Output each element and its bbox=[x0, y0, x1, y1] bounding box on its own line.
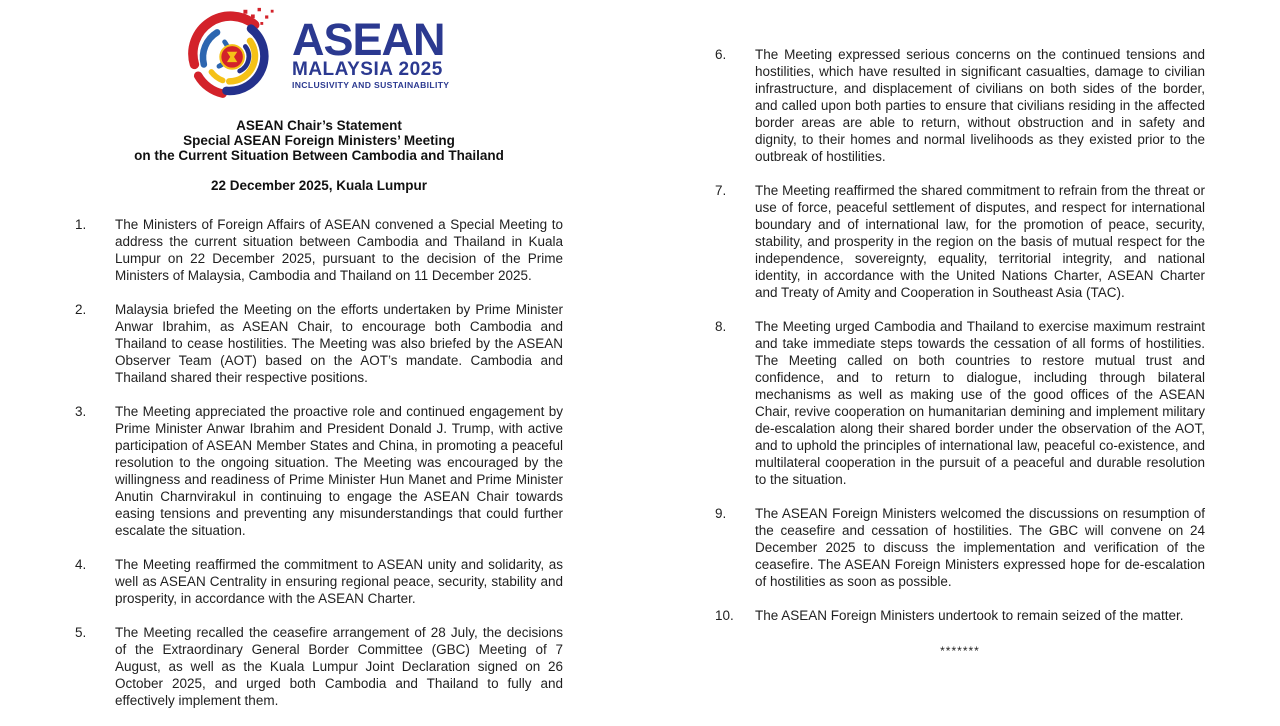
paragraph-text: The Meeting recalled the ceasefire arrangement of 28 July, the decisions of the Extraordinary General Border Committee (GBC) Meeting of 7 August, as well as the Kuala Lumpur Joint Declaration signed on 26 October 2025, and urged both Cambodia and Thailand to fully and effectively implement them. bbox=[115, 625, 563, 708]
paragraph-list-right bbox=[715, 46, 1205, 624]
meeting-subtitle: on the Current Situation Between Cambodia and Thailand bbox=[134, 148, 504, 163]
paragraph-text: The Meeting appreciated the proactive role and continued engagement by Prime Minister Anwar Ibrahim and President Donald J. Trump, with active participation of ASEAN Member States and China, in promoting a peaceful resolution to the ongoing situation. The Meeting was encouraged by the willingness and readiness of Prime Minister Hun Manet and Prime Minister Anutin Charnvirakul in continuing to engage the ASEAN Chair towards easing tensions and preventing any misunderstandings that could further escalate the situation. bbox=[115, 404, 563, 538]
statement-title: ASEAN Chair’s Statement bbox=[236, 118, 402, 133]
statement-paragraph bbox=[715, 182, 1205, 301]
paragraph-number: 4. bbox=[75, 557, 87, 572]
logo-tagline: INCLUSIVITY AND SUSTAINABILITY bbox=[292, 79, 450, 90]
statement-paragraph bbox=[715, 607, 1205, 624]
logo-subtitle: MALAYSIA 2025 bbox=[292, 58, 443, 80]
asean-swirl-icon bbox=[185, 5, 283, 105]
statement-paragraph bbox=[715, 46, 1205, 165]
paragraph-list-left bbox=[75, 216, 563, 709]
statement-paragraph bbox=[75, 624, 563, 709]
statement-paragraph bbox=[75, 403, 563, 539]
right-column bbox=[715, 0, 1205, 658]
end-mark: ******* bbox=[940, 644, 980, 658]
paragraph-number: 10. bbox=[715, 608, 734, 623]
logo-text-block bbox=[292, 13, 450, 91]
asean-logo bbox=[185, 5, 453, 105]
statement-paragraph bbox=[715, 505, 1205, 590]
statement-heading bbox=[75, 118, 563, 163]
paragraph-number: 8. bbox=[715, 319, 727, 334]
paragraph-number: 5. bbox=[75, 625, 87, 640]
paragraph-number: 1. bbox=[75, 217, 87, 232]
paragraph-text: The Ministers of Foreign Affairs of ASEAN convened a Special Meeting to address the current situation between Cambodia and Thailand in Kuala Lumpur on 22 December 2025, pursuant to the decision of the Prime Ministers of Malaysia, Cambodia and Thailand on 11 December 2025. bbox=[115, 217, 563, 283]
statement-paragraph bbox=[75, 216, 563, 284]
statement-paragraph bbox=[75, 301, 563, 386]
paragraph-number: 2. bbox=[75, 302, 87, 317]
paragraph-text: The Meeting reaffirmed the commitment to ASEAN unity and solidarity, as well as ASEAN Centrality in ensuring regional peace, security, stability and prosperity, in accordance with the ASEAN Charter. bbox=[115, 557, 563, 606]
logo-wordmark: ASEAN bbox=[292, 13, 445, 65]
paragraph-text: The Meeting urged Cambodia and Thailand to exercise maximum restraint and take immediate steps towards the cessation of all forms of hostilities. The Meeting called on both countries to restore mutual trust and confidence, and to return to dialogue, including through bilateral mechanisms as well as making use of the good offices of the ASEAN Chair, revive cooperation on humanitarian demining and implement military de-escalation along their shared border under the observation of the AOT, and to uphold the principles of international law, peaceful co-existence, and multilateral cooperation in the pursuit of a peaceful and durable resolution to the situation. bbox=[755, 319, 1205, 487]
meeting-title: Special ASEAN Foreign Ministers’ Meeting bbox=[183, 133, 455, 148]
paragraph-number: 9. bbox=[715, 506, 727, 521]
paragraph-text: Malaysia briefed the Meeting on the efforts undertaken by Prime Minister Anwar Ibrahim, as ASEAN Chair, to encourage both Cambodia and Thailand to cease hostilities. The Meeting was also briefed by the ASEAN Observer Team (AOT) based on the AOT’s mandate. Cambodia and Thailand shared their respective positions. bbox=[115, 302, 563, 385]
paragraph-text: The Meeting reaffirmed the shared commitment to refrain from the threat or use of force, peaceful settlement of disputes, and respect for international boundary and of international law, for the promotion of peace, security, stability, and prosperity in the region on the basis of mutual respect for the independence, sovereignty, equality, territorial integrity, and national identity, in accordance with the United Nations Charter, ASEAN Charter and Treaty of Amity and Cooperation in Southeast Asia (TAC). bbox=[755, 183, 1205, 300]
paragraph-text: The ASEAN Foreign Ministers welcomed the discussions on resumption of the ceasefire and cessation of hostilities. The GBC will convene on 24 December 2025 to discuss the implementation and verification of the ceasefire. The ASEAN Foreign Ministers expressed hope for de-escalation of hostilities as soon as possible. bbox=[755, 506, 1205, 589]
paragraph-number: 3. bbox=[75, 404, 87, 419]
statement-paragraph bbox=[75, 556, 563, 607]
statement-paragraph bbox=[715, 318, 1205, 488]
left-column bbox=[75, 0, 563, 726]
paragraph-number: 6. bbox=[715, 47, 727, 62]
dateline: 22 December 2025, Kuala Lumpur bbox=[210, 178, 428, 193]
paragraph-text: The ASEAN Foreign Ministers undertook to remain seized of the matter. bbox=[755, 608, 1184, 623]
paragraph-text: The Meeting expressed serious concerns on the continued tensions and hostilities, which have resulted in significant casualties, damage to civilian infrastructure, and displacement of civilians on both sides of the border, and called upon both parties to ensure that civilians residing in the affected border areas are able to return, without obstruction and in safety and dignity, to their homes and normal livelihoods as they existed prior to the outbreak of hostilities. bbox=[755, 47, 1205, 164]
paragraph-number: 7. bbox=[715, 183, 727, 198]
